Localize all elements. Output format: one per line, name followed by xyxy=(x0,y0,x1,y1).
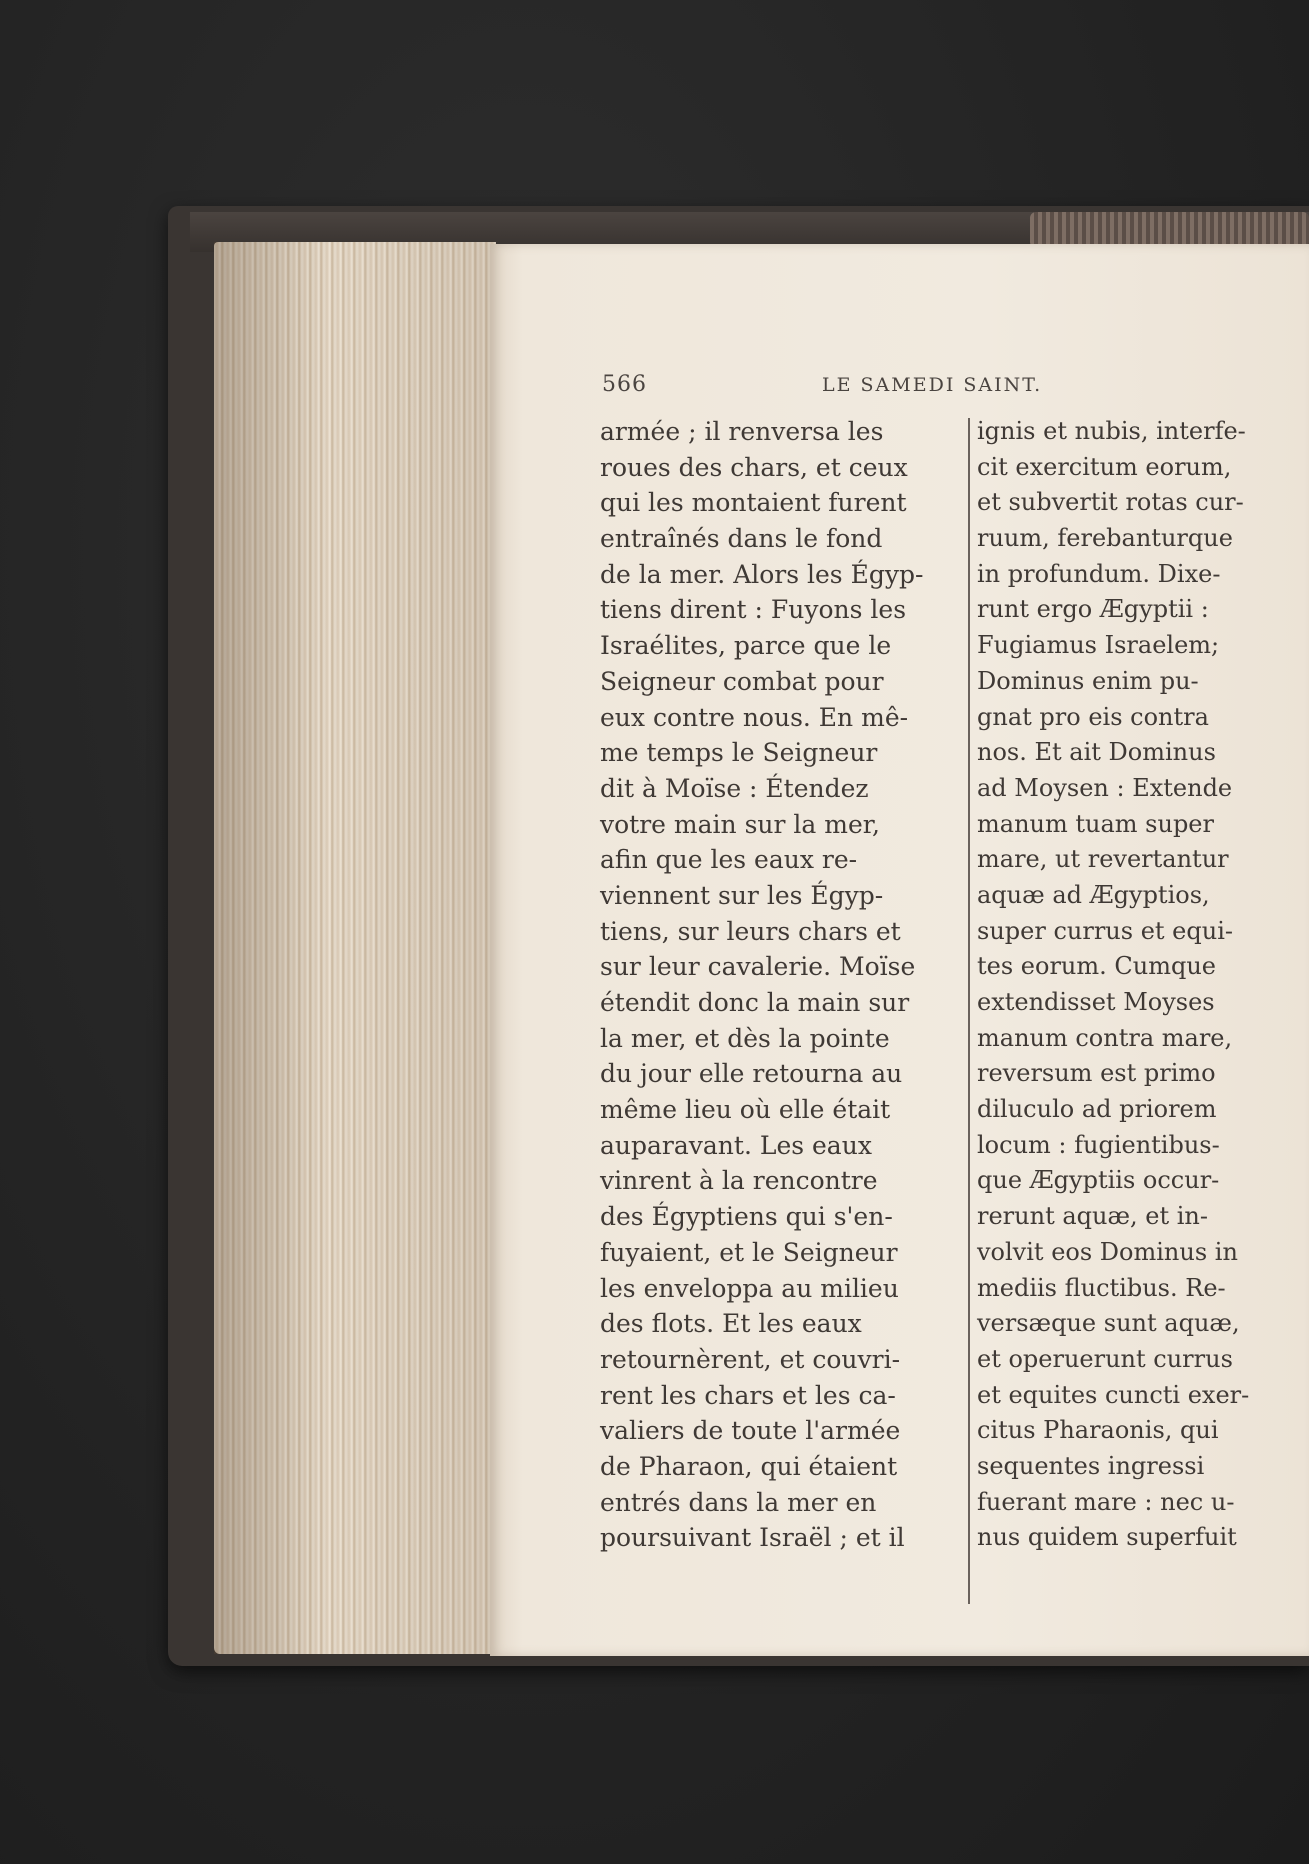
french-text-line: des Égyptiens qui s'en- xyxy=(600,1202,893,1232)
latin-text-line: reversum est primo xyxy=(977,1059,1216,1088)
french-text-line: Seigneur combat pour xyxy=(600,666,884,696)
french-text-line: même lieu où elle était xyxy=(600,1095,891,1125)
latin-text-line: ruum, ferebanturque xyxy=(977,524,1233,553)
french-text-line: la mer, et dès la pointe xyxy=(600,1023,890,1053)
latin-text-line: manum tuam super xyxy=(977,809,1214,838)
french-text-line: armée ; il renversa les xyxy=(600,417,884,446)
french-text-line: de Pharaon, qui étaient xyxy=(600,1451,898,1481)
french-text-line: dit à Moïse : Étendez xyxy=(600,773,869,803)
french-text-line: auparavant. Les eaux xyxy=(600,1130,872,1160)
running-title: LE SAMEDI SAINT. xyxy=(822,374,1043,396)
french-text-line: valiers de toute l'armée xyxy=(600,1416,901,1446)
french-text-line: retournèrent, et couvri- xyxy=(600,1344,901,1374)
latin-text-line: locum : fugientibus- xyxy=(977,1130,1220,1159)
latin-text-line: Fugiamus Israelem; xyxy=(977,631,1220,660)
latin-text-line: que Ægyptiis occur- xyxy=(977,1166,1220,1195)
french-text-line: Israélites, parce que le xyxy=(600,631,892,661)
latin-text-line: fuerant mare : nec u- xyxy=(977,1487,1235,1516)
latin-text-line: mediis fluctibus. Re- xyxy=(977,1273,1226,1302)
french-text-line: rent les chars et les ca- xyxy=(600,1380,896,1410)
latin-text-line: in profundum. Dixe- xyxy=(977,559,1221,588)
column-divider xyxy=(968,418,970,1604)
french-text-line: des flots. Et les eaux xyxy=(600,1309,862,1339)
latin-text-line: tes eorum. Cumque xyxy=(977,952,1216,981)
french-text-line: sur leur cavalerie. Moïse xyxy=(600,952,916,982)
latin-text-line: diluculo ad priorem xyxy=(977,1095,1217,1124)
latin-text-line: sequentes ingressi xyxy=(977,1451,1205,1480)
french-text-line: vinrent à la rencontre xyxy=(600,1166,878,1196)
french-text-line: du jour elle retourna au xyxy=(600,1059,903,1089)
latin-text-line: nos. Et ait Dominus xyxy=(977,738,1216,767)
french-text-line: me temps le Seigneur xyxy=(600,738,878,768)
latin-text-line: Dominus enim pu- xyxy=(977,666,1199,695)
latin-text-line: nus quidem superfuit xyxy=(977,1523,1237,1552)
latin-text-line: runt ergo Ægyptii : xyxy=(977,595,1209,624)
french-text-line: viennent sur les Égyp- xyxy=(600,880,884,910)
french-text-line: eux contre nous. En mê- xyxy=(600,702,909,732)
latin-text-line: mare, ut revertantur xyxy=(977,845,1229,874)
latin-text-line: aquæ ad Ægyptios, xyxy=(977,880,1210,909)
french-text-line: tiens, sur leurs chars et xyxy=(600,916,901,946)
latin-text-line: volvit eos Dominus in xyxy=(977,1237,1238,1266)
latin-text-line: gnat pro eis contra xyxy=(977,702,1209,731)
french-text-line: votre main sur la mer, xyxy=(600,809,880,839)
french-text-line: poursuivant Israël ; et il xyxy=(600,1523,905,1553)
running-head xyxy=(602,372,1282,402)
french-text-line: entrés dans la mer en xyxy=(600,1487,877,1517)
latin-text-line: ignis et nubis, interfe- xyxy=(977,417,1246,445)
latin-text-line: super currus et equi- xyxy=(977,916,1233,945)
french-text-line: de la mer. Alors les Égyp- xyxy=(600,559,924,589)
french-column xyxy=(600,414,960,1556)
latin-text-line: ad Moysen : Extende xyxy=(977,773,1233,802)
headband xyxy=(1030,212,1309,248)
latin-text-line: rerunt aquæ, et in- xyxy=(977,1202,1208,1231)
latin-text-line: cit exercitum eorum, xyxy=(977,452,1232,481)
latin-text-line: versæque sunt aquæ, xyxy=(977,1309,1240,1338)
french-text-line: tiens dirent : Fuyons les xyxy=(600,595,907,625)
latin-text-line: et operuerunt currus xyxy=(977,1344,1233,1373)
latin-text-line: et equites cuncti exer- xyxy=(977,1380,1250,1409)
french-text-line: afin que les eaux re- xyxy=(600,845,858,875)
french-text-line: étendit donc la main sur xyxy=(600,988,910,1017)
latin-text-line: et subvertit rotas cur- xyxy=(977,488,1244,517)
french-text-line: qui les montaient furent xyxy=(600,488,907,518)
french-text-line: roues des chars, et ceux xyxy=(600,452,908,482)
latin-text-line: manum contra mare, xyxy=(977,1023,1233,1052)
page-number: 566 xyxy=(602,372,647,397)
page-edges-shadow xyxy=(214,242,496,1654)
french-text-line: entraînés dans le fond xyxy=(600,524,883,554)
french-text-line: fuyaient, et le Seigneur xyxy=(600,1237,898,1267)
french-text-line: les enveloppa au milieu xyxy=(600,1273,899,1303)
latin-text-line: extendisset Moyses xyxy=(977,988,1215,1016)
latin-text-line: citus Pharaonis, qui xyxy=(977,1416,1219,1445)
latin-column xyxy=(977,414,1282,1556)
